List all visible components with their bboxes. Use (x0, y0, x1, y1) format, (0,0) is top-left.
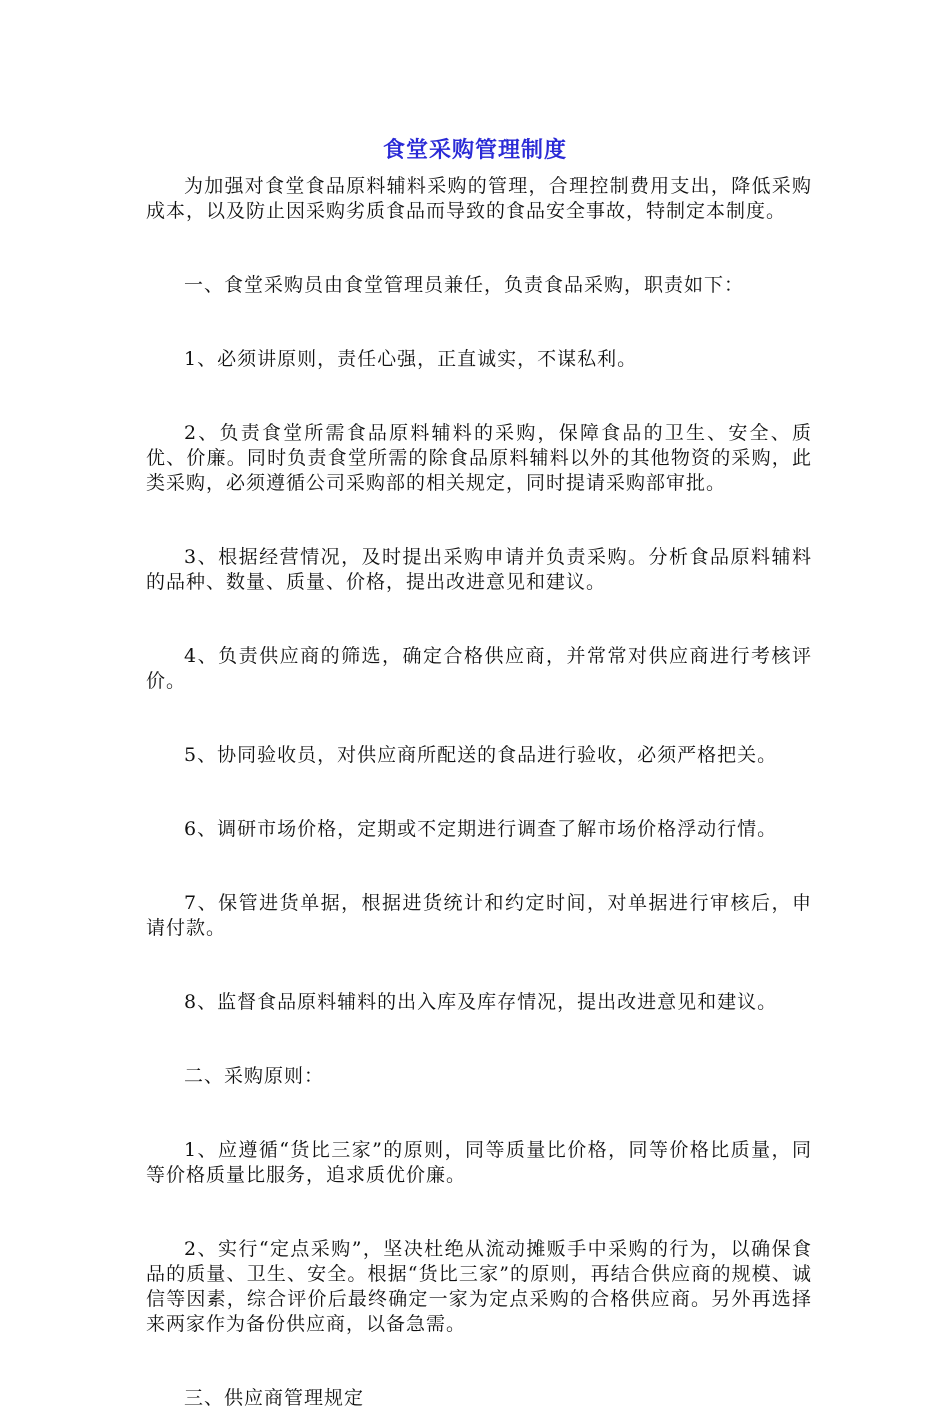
duty-item-1: 1、必须讲原则，责任心强，正直诚实，不谋私利。 (184, 348, 638, 370)
section-heading-suppliers: 三、供应商管理规定 (184, 1387, 365, 1409)
duty-item-3: 3、根据经营情况，及时提出采购申请并负责采购。分析食品原料辅料的品种、数量、质量、价格，提出改进意见和建议。 (146, 546, 812, 593)
duty-item-2: 2、负责食堂所需食品原料辅料的采购，保障食品的卫生、安全、质优、价廉。同时负责食堂所需的除食品原料辅料以外的其他物资的采购，此类采购，必须遵循公司采购部的相关规定，同时提请采购部审批。 (146, 422, 812, 494)
document-body (146, 174, 812, 1411)
duty-item-7: 7、保管进货单据，根据进货统计和约定时间，对单据进行审核后，申请付款。 (146, 892, 812, 939)
section-heading-duties: 一、食堂采购员由食堂管理员兼任，负责食品采购，职责如下： (184, 274, 745, 296)
principle-item-2: 2、实行“定点采购”，坚决杜绝从流动摊贩手中采购的行为，以确保食品的质量、卫生、安全。根据“货比三家”的原则，再结合供应商的规模、诚信等因素，综合评价后最终确定一家为定点采购的合格供应商。另外再选择来两家作为备份供应商，以备急需。 (146, 1238, 812, 1335)
duty-item-4: 4、负责供应商的筛选，确定合格供应商，并常常对供应商进行考核评价。 (146, 645, 812, 692)
duty-item-5: 5、协同验收员，对供应商所配送的食品进行验收，必须严格把关。 (184, 744, 778, 766)
duty-item-8: 8、监督食品原料辅料的出入库及库存情况，提出改进意见和建议。 (184, 991, 778, 1013)
intro-paragraph: 为加强对食堂食品原料辅料采购的管理，合理控制费用支出，降低采购成本，以及防止因采购劣质食品而导致的食品安全事故，特制定本制度。 (146, 175, 812, 222)
document-title: 食堂采购管理制度 (382, 138, 567, 163)
section-heading-principles: 二、采购原则： (184, 1065, 325, 1087)
principle-item-1: 1、应遵循“货比三家”的原则，同等质量比价格，同等价格比质量，同等价格质量比服务，追求质优价廉。 (146, 1139, 812, 1186)
duty-item-6: 6、调研市场价格，定期或不定期进行调查了解市场价格浮动行情。 (184, 818, 778, 840)
